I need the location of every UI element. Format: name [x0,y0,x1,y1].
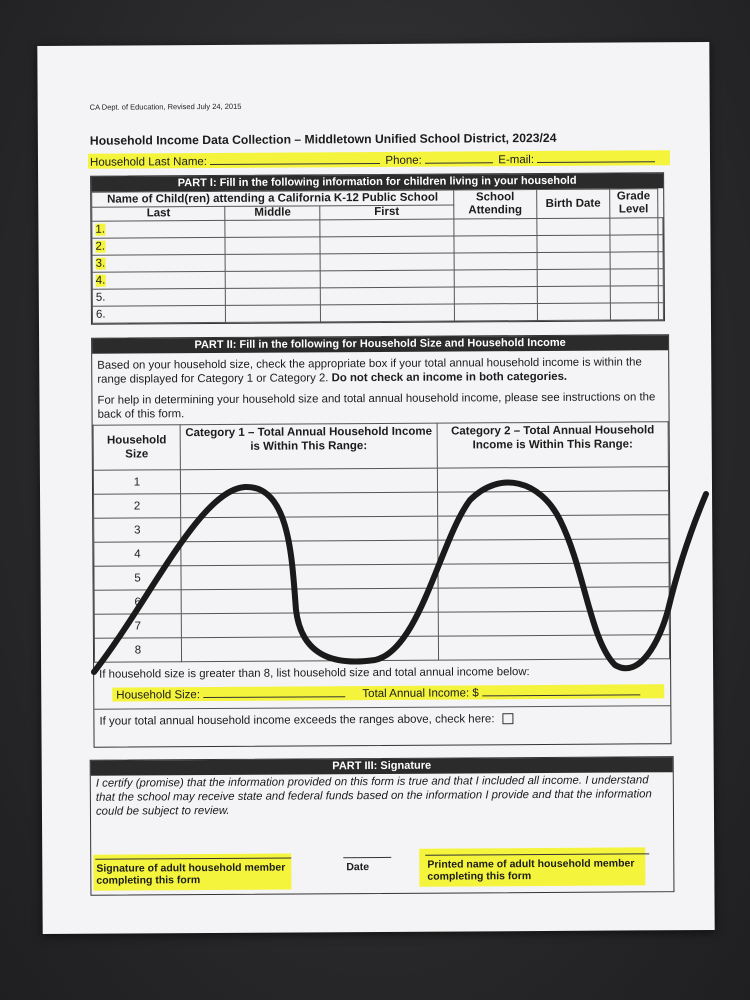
birth-date-cell[interactable] [610,303,658,320]
household-size-cell: 4 [94,542,181,567]
email-label: E-mail: [498,154,535,167]
grade-cell[interactable] [658,235,663,252]
household-size-cell: 1 [93,470,180,495]
household-size-cell: 3 [94,518,181,543]
category-2-cell[interactable] [438,611,669,636]
part2-heading: PART II: Fill in the following for Household Size and Household Income [92,335,668,354]
table-row [92,303,663,323]
col-school-attending: School Attending [453,190,537,220]
first-name-cell[interactable] [454,253,538,271]
grade-cell[interactable] [658,252,663,269]
phone-label: Phone: [385,154,422,167]
exceeds-row [94,705,670,728]
first-name-cell[interactable] [454,270,538,288]
signature-label: Signature of adult household member completing this form [96,861,286,887]
first-name-cell[interactable] [454,304,538,322]
household-size-cell: 6 [94,590,181,615]
first-name-cell[interactable] [454,236,538,254]
date-label: Date [346,861,370,874]
middle-name-cell[interactable] [320,253,454,271]
category-1-cell[interactable] [181,564,438,590]
col-last: Last [92,206,226,221]
school-cell[interactable] [538,303,611,320]
school-cell[interactable] [537,269,610,286]
extra-fields [116,684,640,701]
col-birth-date: Birth Date [537,189,610,218]
part3-section [90,756,675,896]
table-row [94,587,669,615]
row-number: 2. [92,237,226,255]
household-size-cell: 8 [94,638,181,663]
part2-help: For help in determining your household size and total annual household income, please see instructions on the back of this form. [97,391,656,421]
grade-cell[interactable] [658,269,663,286]
school-cell[interactable] [537,235,610,252]
household-info-line [90,151,655,168]
category-1-cell[interactable] [181,636,438,662]
category-2-cell[interactable] [438,563,669,588]
household-size-label: Household Size: [116,689,201,702]
first-name-cell[interactable] [454,219,538,237]
revision-note: CA Dept. of Education, Revised July 24, 2015 [89,101,242,112]
category-1-cell[interactable] [181,588,438,614]
part3-heading: PART III: Signature [91,757,673,776]
form-title: Household Income Data Collection – Middletown Unified School District, 2023/24 [89,130,557,148]
printed-name-label: Printed name of adult household member completing this form [427,857,635,883]
exceeds-checkbox[interactable] [503,714,514,725]
category-1-cell[interactable] [181,492,438,518]
birth-date-cell[interactable] [610,269,658,286]
middle-name-cell[interactable] [320,270,454,288]
last-name-cell[interactable] [226,305,321,323]
household-size-cell: 7 [94,614,181,639]
category-1-cell[interactable] [181,540,438,566]
school-cell[interactable] [537,218,610,235]
birth-date-cell[interactable] [610,286,658,303]
row-number: 4. [92,271,226,289]
col-category-2: Category 2 – Total Annual Household Income is Within This Range: [437,422,668,468]
category-2-cell[interactable] [438,587,669,612]
grade-cell[interactable] [658,218,663,235]
income-table [93,421,670,663]
table-row [94,635,669,663]
col-household-size: Household Size [93,425,180,471]
part2-intro [92,350,668,387]
col-grade-level: Grade Level [609,189,658,218]
date-line[interactable] [343,857,391,858]
grade-cell[interactable] [658,303,663,320]
table-row [94,611,669,639]
last-name-field[interactable] [210,153,380,165]
form-paper [37,42,714,934]
children-group-header: Name of Child(ren) attending a California K-12 Public School [92,190,454,207]
row-number: 1. [92,220,226,238]
total-income-label: Total Annual Income: $ [362,687,479,701]
col-category-1: Category 1 – Total Annual Household Income is Within This Range: [180,423,437,470]
category-2-cell[interactable] [438,515,669,540]
total-income-field[interactable] [482,684,640,696]
table-row [93,467,668,495]
grade-cell[interactable] [658,286,663,303]
household-size-field[interactable] [203,686,345,698]
school-cell[interactable] [537,286,610,303]
row-number: 5. [92,288,226,306]
col-middle: Middle [225,206,320,221]
table-row [94,515,669,543]
part1-heading: PART I: Fill in the following information for children living in your household [91,173,663,191]
row-number: 6. [92,305,226,323]
table-row [94,491,669,519]
category-2-cell[interactable] [438,539,669,564]
intro-text: Based on your household size, check the appropriate box if your total annual household income is within the range displayed for Category 1 or Category 2. [97,356,642,386]
last-name-cell[interactable] [226,271,321,289]
certify-text: I certify (promise) that the information provided on this form is true and that I included all income. I understand that the school may receive state and federal funds based on the information I provide and that the information could be subject to review. [95,774,652,818]
email-field[interactable] [537,151,655,163]
category-2-cell[interactable] [438,491,669,516]
household-size-cell: 2 [94,494,181,519]
part2-section [91,334,671,748]
last-name-label: Household Last Name: [89,156,208,169]
exceeds-note: If your total annual household income exceeds the ranges above, check here: [99,713,495,728]
middle-name-cell[interactable] [320,236,454,254]
birth-date-cell[interactable] [610,235,658,252]
part1-section [90,172,665,325]
last-name-cell[interactable] [225,237,320,255]
last-name-cell[interactable] [226,254,321,272]
last-name-cell[interactable] [226,288,321,306]
household-size-cell: 5 [94,566,181,591]
col-first: First [320,205,454,220]
extra-household-row [94,682,670,706]
category-1-cell[interactable] [180,468,437,494]
children-table [91,188,664,323]
table-row [94,563,669,591]
category-1-cell[interactable] [181,612,438,638]
phone-field[interactable] [425,152,493,163]
category-1-cell[interactable] [181,516,438,542]
middle-name-cell[interactable] [320,287,454,305]
last-name-cell[interactable] [225,220,320,238]
category-2-cell[interactable] [438,635,669,660]
greater-than-8-note: If household size is greater than 8, list household size and total annual income below: [99,666,530,681]
first-name-cell[interactable] [454,287,538,305]
middle-name-cell[interactable] [320,219,454,237]
birth-date-cell[interactable] [610,252,658,269]
category-2-cell[interactable] [437,467,668,492]
school-cell[interactable] [537,252,610,269]
row-number: 3. [92,254,226,272]
intro-bold-text: Do not check an income in both categories. [331,370,568,385]
middle-name-cell[interactable] [321,304,455,322]
table-row [94,539,669,567]
birth-date-cell[interactable] [609,218,657,235]
